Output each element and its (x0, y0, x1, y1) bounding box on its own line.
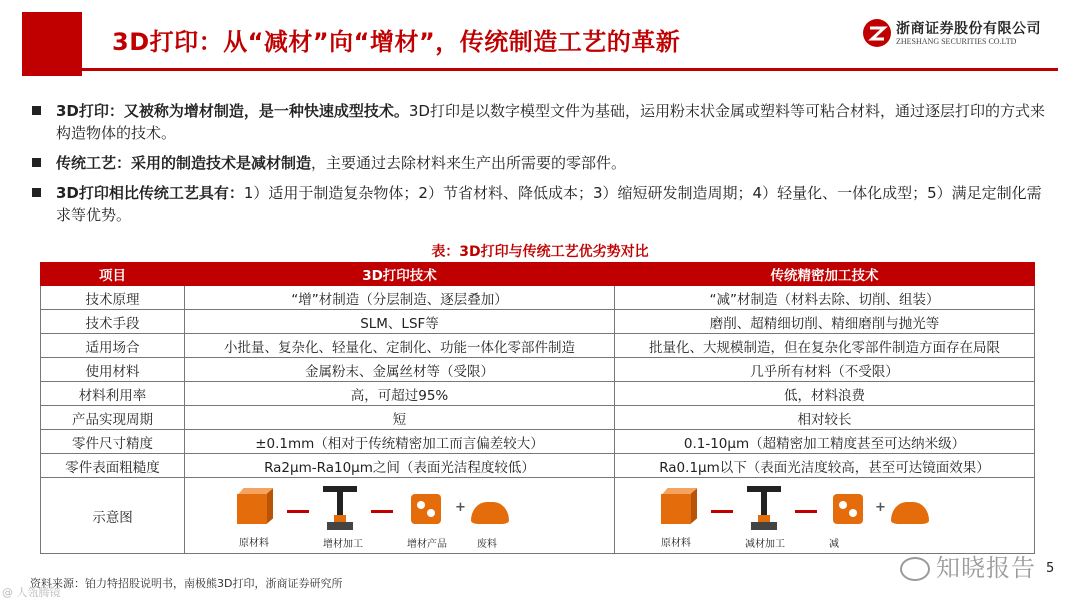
row-label: 零件尺寸精度 (41, 430, 185, 454)
cell-traditional: 相对较长 (615, 406, 1035, 430)
cell-traditional: Ra0.1μm以下（表面光洁度较高，甚至可达镜面效果） (615, 454, 1035, 478)
cell-traditional: 几乎所有材料（不受限） (615, 358, 1035, 382)
arrow-icon (711, 510, 733, 513)
cell-3d: ±0.1mm（相对于传统精密加工而言偏差较大） (185, 430, 615, 454)
cell-3d: Ra2μm-Ra10μm之间（表面光洁程度较低） (185, 454, 615, 478)
table-row (41, 334, 1035, 358)
table-row (41, 406, 1035, 430)
bullet-bold: 3D打印相比传统工艺具有： (56, 184, 244, 202)
raw-material-cube-icon (237, 494, 267, 524)
row-label: 技术原理 (41, 286, 185, 310)
bullet-text: 1）适用于制造复杂物体；2）节省材料、降低成本；3）缩短研发制造周期；4）轻量化、一体化成型；5）满足定制化需求等优势。 (56, 184, 1042, 224)
cell-traditional: “减”材制造（材料去除、切削、组装） (615, 286, 1035, 310)
row-label: 零件表面粗糙度 (41, 454, 185, 478)
table-row (41, 358, 1035, 382)
diagram-caption: 原材料 (239, 537, 269, 549)
cell-3d: 小批量、复杂化、轻量化、定制化、功能一体化零部件制造 (185, 334, 615, 358)
header-traditional: 传统精密加工技术 (615, 263, 1035, 286)
wechat-icon (900, 557, 930, 581)
printer-machine-icon (323, 486, 357, 532)
machined-part-icon (833, 494, 863, 524)
logo-company-name-en: ZHESHANG SECURITIES CO.LTD (896, 37, 1017, 46)
header-item: 项目 (41, 263, 185, 286)
cell-3d: 高，可超过95% (185, 382, 615, 406)
bullet-bold: 3D打印：又被称为增材制造，是一种快速成型技术。 (56, 102, 409, 120)
plus-icon: + (875, 499, 886, 515)
row-label: 适用场合 (41, 334, 185, 358)
row-label: 产品实现周期 (41, 406, 185, 430)
arrow-icon (287, 510, 309, 513)
table-row-diagram (41, 478, 1035, 554)
cell-3d: “增”材制造（分层制造、逐层叠加） (185, 286, 615, 310)
row-label: 使用材料 (41, 358, 185, 382)
waste-chips-icon (891, 502, 929, 524)
diagram-caption: 增材加工 (323, 538, 363, 550)
slide-title: 3D打印：从“减材”向“增材”，传统制造工艺的革新 (112, 28, 681, 56)
watermark (900, 548, 1036, 583)
arrow-icon (371, 510, 393, 513)
page-number: 5 (1046, 561, 1055, 576)
arrow-icon (795, 510, 817, 513)
bullet-item (32, 182, 1056, 226)
company-logo (862, 16, 1058, 52)
square-bullet-icon (32, 158, 41, 167)
diagram-caption: 废料 (477, 538, 497, 550)
header-3d-printing: 3D打印技术 (185, 263, 615, 286)
bullet-text: ，主要通过去除材料来生产出所需要的零部件。 (311, 154, 627, 172)
diagram-caption: 减 (829, 538, 839, 550)
table-header-row (41, 263, 1035, 286)
plus-icon: + (455, 499, 466, 515)
corner-accent-block (22, 12, 82, 76)
cell-3d: 短 (185, 406, 615, 430)
comparison-table (40, 262, 1035, 554)
diagram-caption: 原材料 (661, 537, 691, 549)
row-label: 材料利用率 (41, 382, 185, 406)
cell-3d: 金属粉末、金属丝材等（受限） (185, 358, 615, 382)
zheshang-logo-icon (862, 18, 892, 48)
waste-powder-icon (471, 502, 509, 524)
table-caption: 表：3D打印与传统工艺优劣势对比 (431, 244, 649, 260)
cell-traditional: 0.1-10μm（超精密加工精度甚至可达纳米级） (615, 430, 1035, 454)
bullet-text: 3D打印是以数字模型文件为基础，运用粉末状金属或塑料等可粘合材料，通过逐层打印的方式来构造物体的技术。 (56, 102, 1045, 142)
table-row (41, 430, 1035, 454)
title-divider (22, 68, 1058, 71)
row-label: 技术手段 (41, 310, 185, 334)
bullet-bold: 传统工艺：采用的制造技术是减材制造 (56, 154, 312, 172)
bullet-item (32, 152, 1056, 174)
cell-traditional: 批量化、大规模制造，但在复杂化零部件制造方面存在局限 (615, 334, 1035, 358)
cell-traditional: 低，材料浪费 (615, 382, 1035, 406)
table-row (41, 454, 1035, 478)
cell-3d: SLM、LSF等 (185, 310, 615, 334)
bullet-item (32, 100, 1056, 144)
row-label: 示意图 (41, 478, 185, 554)
bullet-list (32, 100, 1056, 234)
cell-traditional: 磨削、超精细切削、精细磨削与抛光等 (615, 310, 1035, 334)
watermark-left: @ 人瓴腾镜 (2, 586, 61, 599)
logo-company-name: 浙商证券股份有限公司 (896, 21, 1041, 37)
diagram-traditional (615, 478, 1035, 554)
raw-material-cube-icon (661, 494, 691, 524)
cnc-machine-icon (747, 486, 781, 532)
table-row (41, 382, 1035, 406)
square-bullet-icon (32, 188, 41, 197)
square-bullet-icon (32, 106, 41, 115)
table-row (41, 286, 1035, 310)
diagram-caption: 减材加工 (745, 538, 785, 550)
source-note: 资料来源：铂力特招股说明书，南极熊3D打印，浙商证券研究所 (30, 577, 343, 590)
diagram-3d-printing (185, 478, 615, 554)
watermark-text: 知晓报告 (936, 554, 1036, 582)
table-row (41, 310, 1035, 334)
printed-part-icon (411, 494, 441, 524)
diagram-caption: 增材产品 (407, 538, 447, 550)
